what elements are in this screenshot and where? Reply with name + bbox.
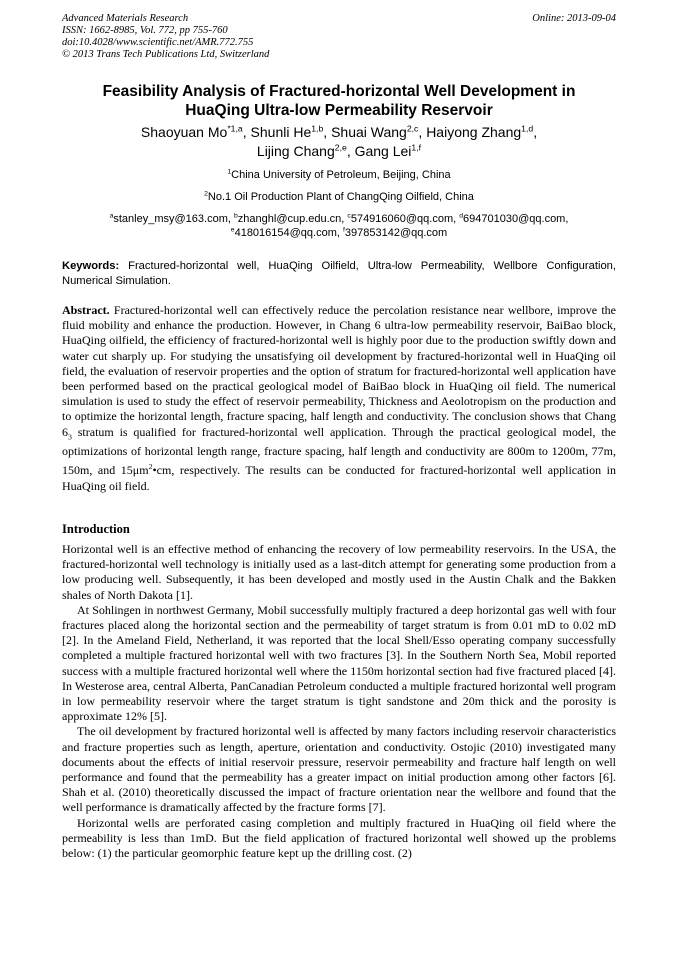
copyright-line: © 2013 Trans Tech Publications Ltd, Switzerland [62,49,270,60]
section-heading-introduction: Introduction [62,522,130,536]
author-sup: 1,d [521,123,534,134]
issn-line: ISSN: 1662-8985, Vol. 772, pp 755-760 [62,25,228,36]
email-sup: b [233,212,238,220]
doi-line: doi:10.4028/www.scientific.net/AMR.772.755 [62,37,254,48]
email-link[interactable]: 574916060@qq.com, [350,213,460,225]
keywords-label: Keywords: [62,260,120,272]
paragraph: Horizontal well is an effective method of enhancing the recovery of low permeability reservoirs. In the USA, the fractured-horizontal well technology is initially used as a last-ditch attempt for generating some production from a low producing well. Subsequently, it has been developed and mostly used in the Austin Chalk and the Bakken shales of North Dakota [1]. [62,542,616,602]
journal-name: Advanced Materials Research [62,13,189,24]
author-name: Lijing Chang [256,143,335,159]
author-name: Shunli He [250,124,312,140]
author-sup: 2,c [406,123,419,134]
author-sup: 1,b [311,123,324,134]
author-sep: , [418,124,427,140]
email-link[interactable]: 418016154@qq.com, [234,227,343,239]
author-sep: , [323,124,332,140]
author-line-2 [62,142,616,161]
paragraph: Horizontal wells are perforated casing completion and multiply fractured in HuaQing oil field where the permeability is less than 1mD. But the field application of fractured horizontal well showed up the problems below: (1) the particular geomorphic feature kept up the drilling cost. (2) [62,815,616,861]
title-line-1: Feasibility Analysis of Fractured-horizontal Well Development in [102,83,576,100]
abstract-label: Abstract. [62,303,110,317]
introduction-body [62,542,616,861]
abstract-text: Fractured-horizontal well can effectively reduce the percolation resistance near wellbore, improve the fluid mobility and enhance the production. However, in Chang 6 ultra-low permeability reservoir, BaiBao block, HuaQing oilfield, the efficiency of fractured-horizontal well is highly poor due to the production swiftly down and water cut sharply up. For studying the unsatisfying oil development by fractured-horizontal well in HuaQing oil field, the evaluation of reservoir properties and the option of stratum for fractured-horizontal well application have been performed based on the practical geological model of BaiBao block in HuaQing oil field. The numerical simulation is used to study the effect of reservoir permeability, Thickness and Aeolotropism on the production and to optimize the horizontal length, fracture spacing, half length and conductivity. The conclusion shows that Chang 6 [62,303,616,439]
email-sup: e [230,226,235,234]
abstract-text: •cm, respectively. The results can be conducted for fractured-horizontal well application in HuaQing oil field. [62,463,616,493]
author-list [62,123,616,161]
email-link[interactable]: 694701030@qq.com, [463,213,569,225]
author-name: Shaoyuan Mo [140,124,228,140]
author-sep: , [533,124,538,140]
paragraph: At Sohlingen in northwest Germany, Mobil successfully multiply fractured a deep horizontal gas well with four fractures placed along the horizontal section and the permeability of target stratum is from 0.01 mD to 0.02 mD [2]. In the Ameland Field, Netherland, it was reported that the local Shell/Esso operating company successfully completed a multiple fractured horizontal well with two fractures [3]. In the Southern North Sea, Mobil reported success with a multiple fractured horizontal well where the 1150m horizontal section had five fractured placed [4]. In Westerose area, central Alberta, PanCanadian Petroleum conducted a multiple fractured horizontal well program in low permeability reservoir where the target stratum is tight sandstone and 20m thick and the porosity is approximate 12% [5]. [62,602,616,724]
online-date: Online: 2013-09-04 [532,13,616,24]
abstract-superscript: 2 [148,462,153,472]
author-sep: , [242,124,251,140]
keywords-section [62,259,616,289]
abstract-text: stratum is qualified for fractured-horizontal well application. Through the practical geological model, the optimizations of horizontal length range, fracture spacing, half length and conductivity are 800m to 1200m, 77m, 150m, and 15μm [62,424,616,478]
affiliation-sup: 1 [227,168,232,176]
title-line-2: HuaQing Ultra-low Permeability Reservoir [185,102,493,119]
author-name: Shuai Wang [331,124,407,140]
email-list [62,212,616,240]
affiliation-1 [62,168,616,182]
author-sup: *1,a [227,123,243,134]
paragraph: The oil development by fractured horizontal well is affected by many factors including reservoir characteristics and fracture properties such as length, aperture, orientation and conductivity. Ostojic (2010) investigated many documents about the effects of initial reservoir pressure, reservoir permeability and fracture half length on well performance and found that the permeability has a greater impact on initial production among other factors [6]. Shah et al. (2010) theoretically discussed the impact of fracture orientation near the wellbore and found that the well performance is dramatically affected by the fracture forms [7]. [62,724,616,815]
affiliation-2 [62,190,616,204]
affiliation-text: China University of Petroleum, Beijing, China [231,169,451,181]
author-name: Haiyong Zhang [426,124,522,140]
email-line-1 [62,212,616,226]
email-sup: a [109,212,114,220]
paper-title [62,82,616,120]
abstract-section [62,303,616,494]
author-line-1 [62,123,616,142]
author-sep: , [346,143,355,159]
author-sup: 1,f [411,142,422,153]
email-line-2 [62,226,616,240]
email-sup: f [343,226,345,234]
affiliation-text: No.1 Oil Production Plant of ChangQing Oilfield, China [207,191,474,203]
email-link[interactable]: zhanghl@cup.edu.cn, [237,213,348,225]
email-link[interactable]: stanley_msy@163.com, [113,213,234,225]
email-sup: d [459,212,464,220]
email-sup: c [347,212,351,220]
affiliation-sup: 2 [204,190,208,198]
journal-header [62,13,616,61]
keywords-text: Fractured-horizontal well, HuaQing Oilfield, Ultra-low Permeability, Wellbore Configuration, Numerical Simulation. [62,260,616,287]
author-sup: 2,e [334,142,347,153]
author-name: Gang Lei [354,143,412,159]
abstract-subscript: 3 [68,432,72,442]
email-link[interactable]: 397853142@qq.com [344,227,448,239]
